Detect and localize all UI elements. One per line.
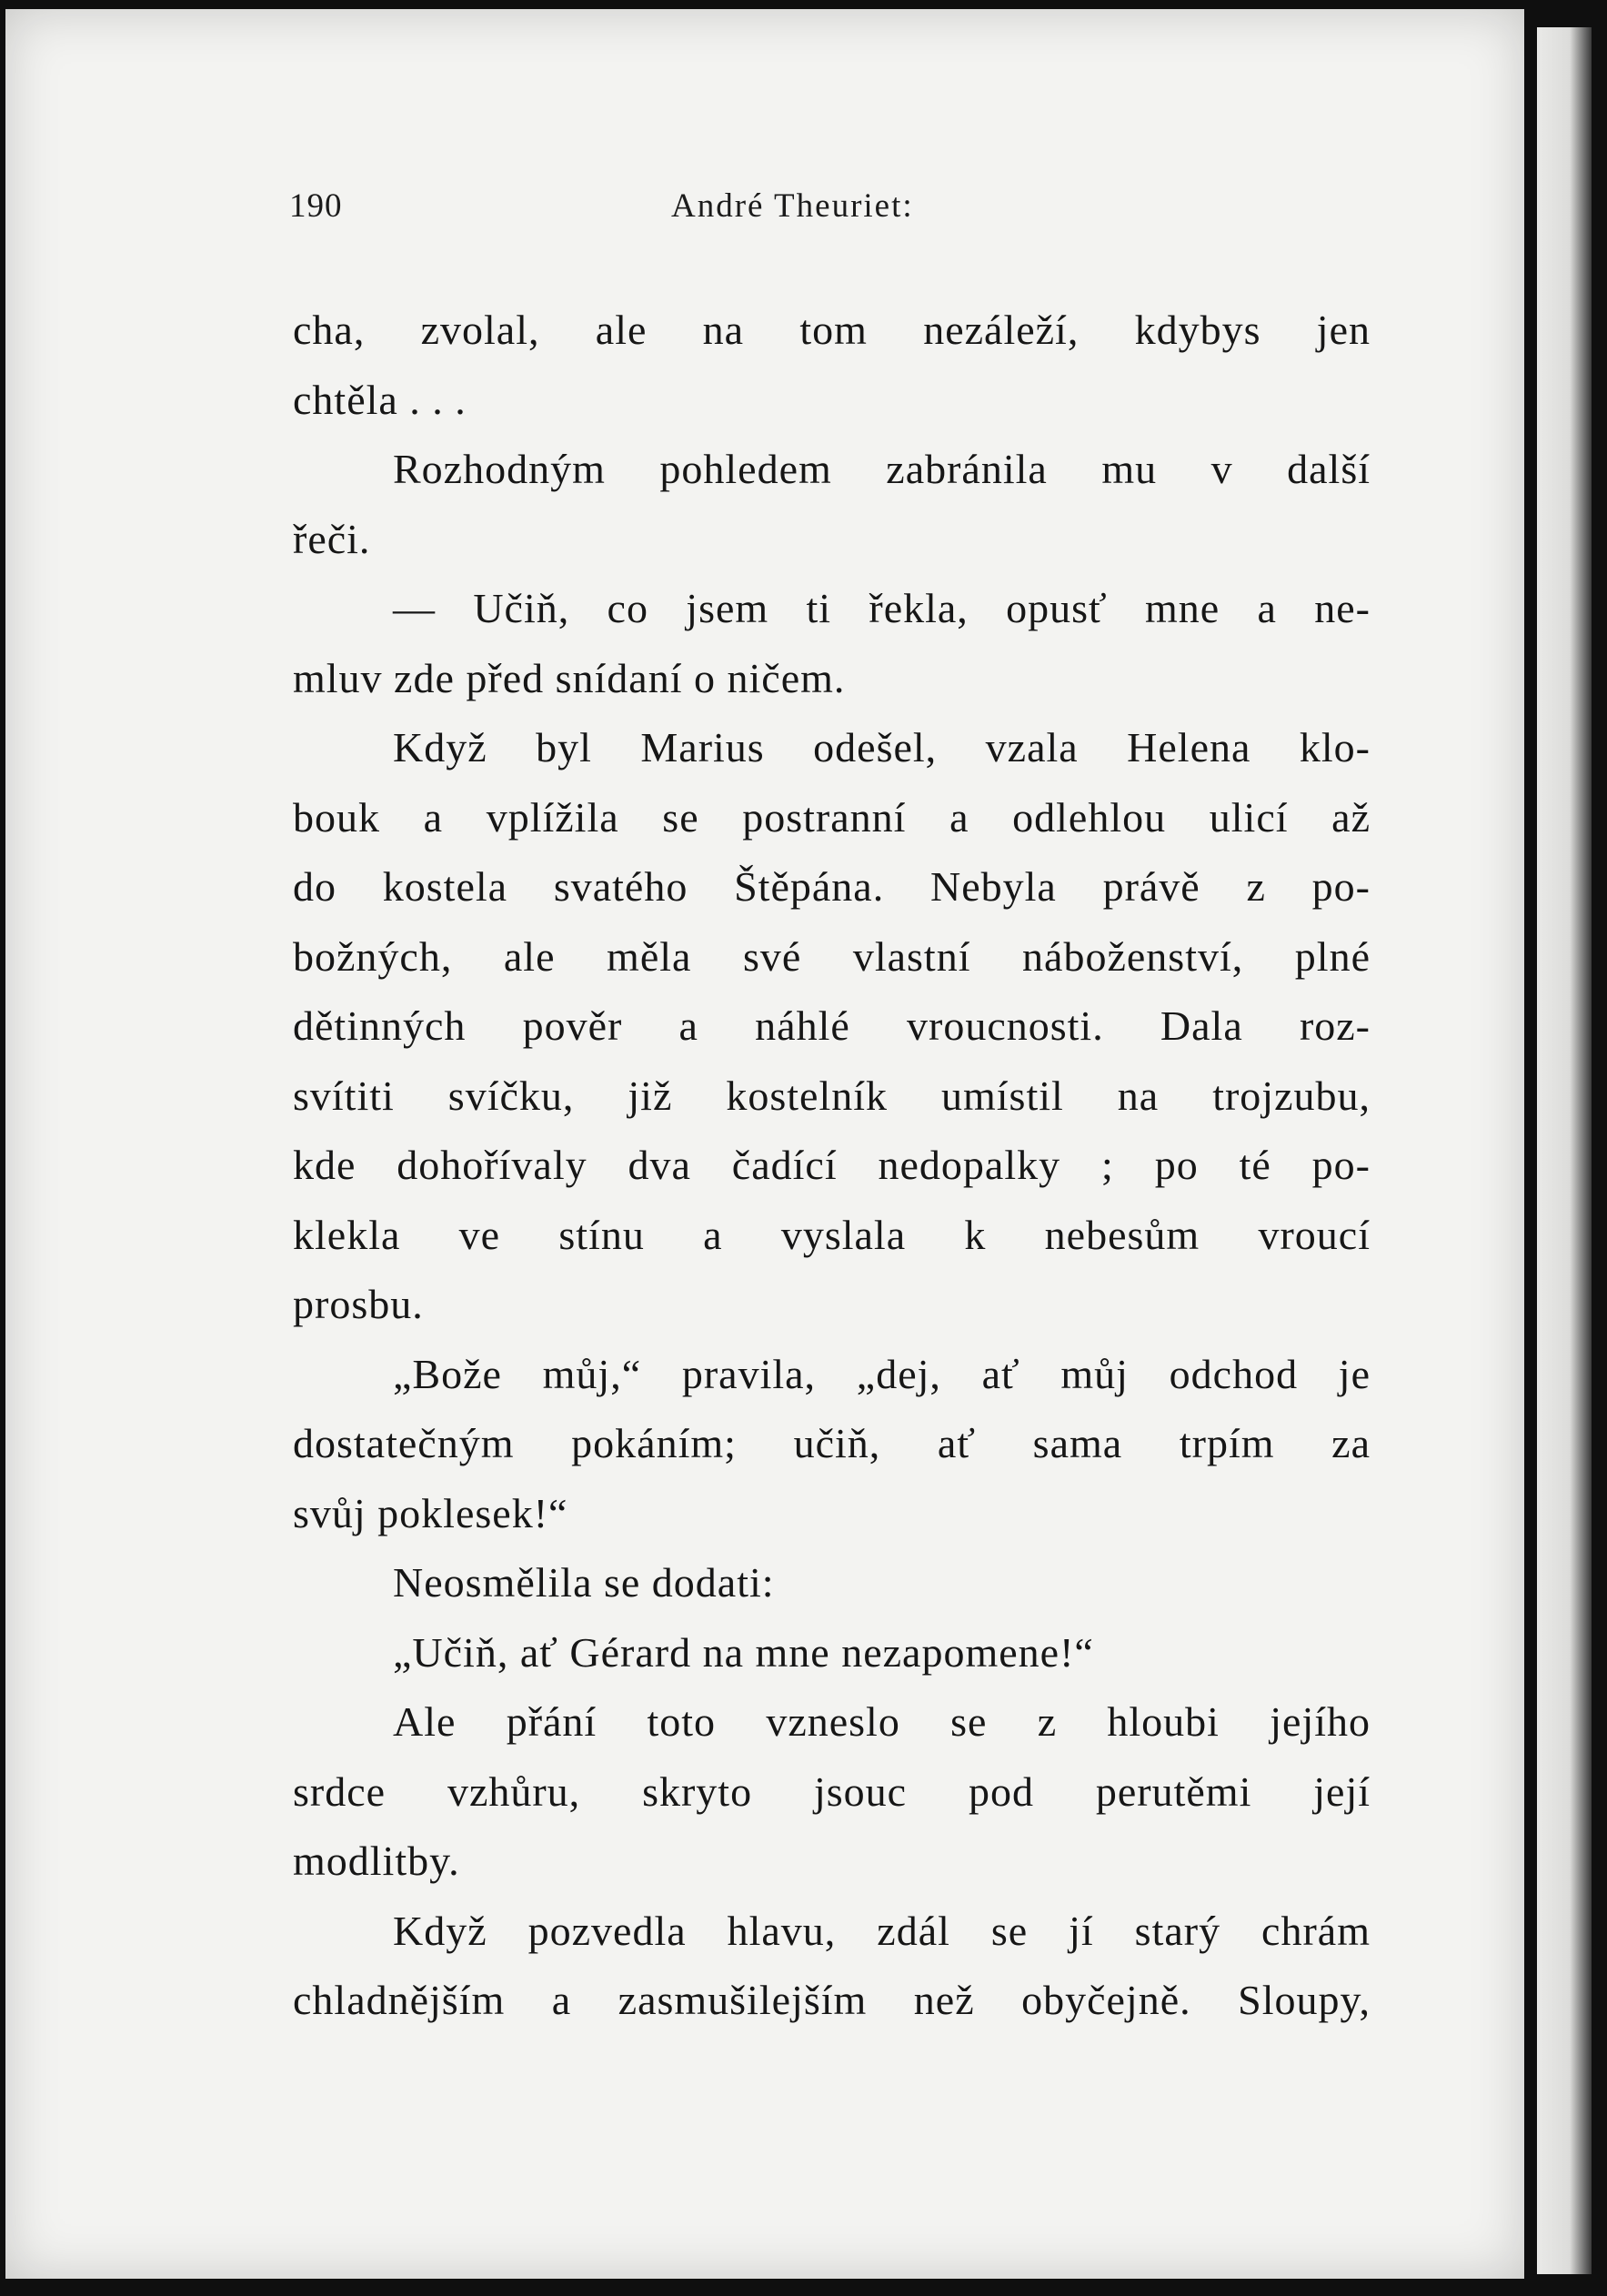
- text-line: Když pozvedla hlavu, zdál se jí starý chrám: [393, 1907, 1371, 1954]
- text-line: dětinných pověr a náhlé vroucnosti. Dala roz-: [293, 1002, 1371, 1049]
- text-line: svůj poklesek!“: [293, 1489, 568, 1536]
- text-line: srdce vzhůru, skryto jsouc pod perutěmi její: [293, 1767, 1371, 1815]
- text-line: „Učiň, ať Gérard na mne nezapomene!“: [393, 1628, 1094, 1676]
- text-line: Neosmělila se dodati:: [393, 1559, 775, 1606]
- text-line: chtěla . . .: [293, 376, 467, 423]
- text-line: prosbu.: [293, 1281, 424, 1327]
- text-line: svítiti svíčku, již kostelník umístil na trojzubu,: [293, 1072, 1371, 1119]
- text-line: dostatečným pokáním; učiň, ať sama trpím za: [293, 1420, 1371, 1466]
- text-line: kde dohořívaly dva čadící nedopalky ; po té po-: [293, 1142, 1371, 1188]
- text-line: chladnějším a zasmušilejším než obyčejně. Sloupy,: [293, 1977, 1371, 2023]
- text-line: mluv zde před snídaní o ničem.: [293, 654, 846, 701]
- text-line: Ale přání toto vzneslo se z hloubi jejího: [393, 1698, 1371, 1745]
- body-text: [293, 296, 1371, 2036]
- facing-page-edge: [1537, 27, 1592, 2274]
- text-line: klekla ve stínu a vyslala k nebesům vroucí: [293, 1211, 1371, 1258]
- text-line: řeči.: [293, 515, 371, 562]
- text-line: Rozhodným pohledem zabránila mu v další: [393, 446, 1371, 492]
- text-line: — Učiň, co jsem ti řekla, opusť mne a ne-: [393, 585, 1371, 631]
- running-title: André Theuriet:: [671, 187, 914, 225]
- text-line: modlitby.: [293, 1838, 460, 1884]
- running-head: [289, 186, 1462, 232]
- page-number: 190: [289, 187, 343, 225]
- text-line: cha, zvolal, ale na tom nezáleží, kdybys jen: [293, 307, 1371, 353]
- text-line: Když byl Marius odešel, vzala Helena klo-: [393, 724, 1371, 770]
- text-line: bouk a vplížila se postranní a odlehlou ulicí až: [293, 793, 1371, 841]
- text-line: božných, ale měla své vlastní náboženství, plné: [293, 932, 1371, 980]
- text-line: „Bože můj,“ pravila, „dej, ať můj odchod je: [393, 1350, 1371, 1397]
- text-line: do kostela svatého Štěpána. Nebyla právě z po-: [293, 863, 1371, 910]
